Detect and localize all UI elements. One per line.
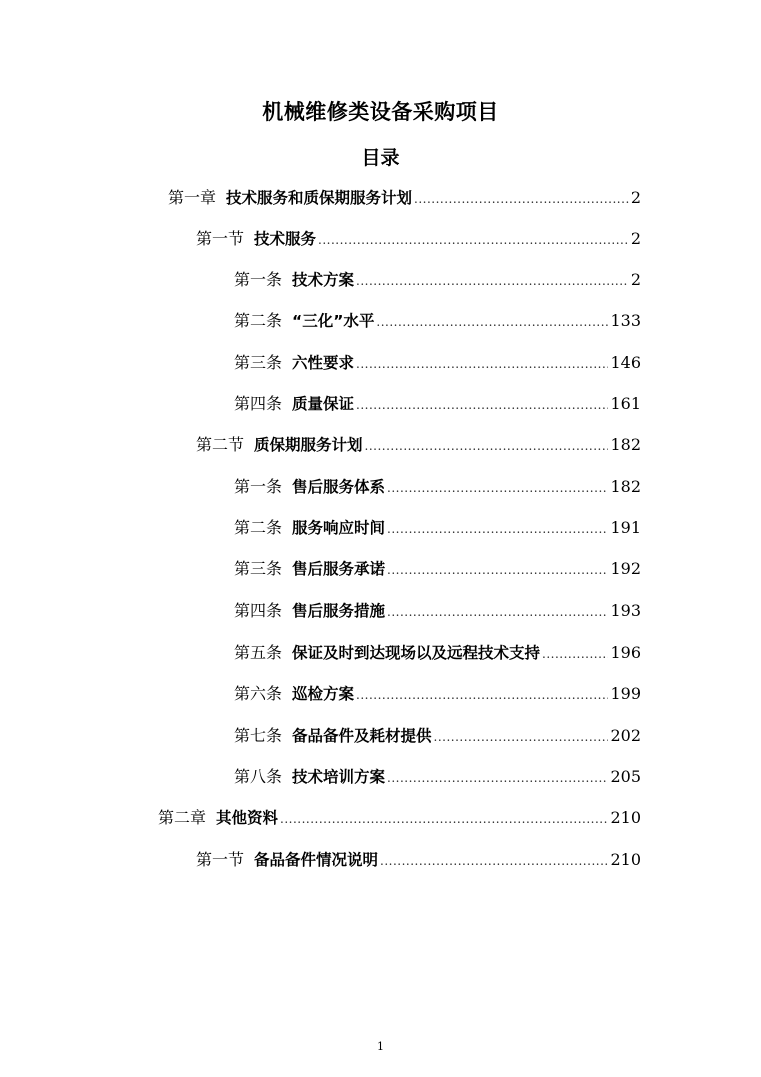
toc-leader-dots [434, 726, 609, 748]
toc-entry-number: 第二条 [234, 311, 283, 330]
toc-entry-article-1-1-2[interactable] [234, 310, 641, 333]
toc-entry-text: 质保期服务计划 [254, 436, 363, 454]
toc-entry-page: 146 [610, 353, 641, 372]
toc-entry-text: 技术服务 [254, 230, 317, 248]
toc-entry-section-1-2[interactable] [196, 434, 641, 457]
page-number: 1 [377, 1040, 384, 1053]
toc-entry-number: 第八条 [234, 767, 283, 786]
toc-entry-number: 第一章 [168, 188, 217, 207]
toc-leader-dots [280, 808, 608, 830]
toc-entry-text: 备品备件情况说明 [254, 851, 379, 869]
toc-entry-article-1-2-2[interactable] [234, 517, 641, 540]
toc-entry-page: 2 [630, 270, 641, 289]
toc-entry-chapter-1[interactable] [168, 187, 641, 210]
toc-entry-section-1-1[interactable] [196, 228, 641, 251]
toc-leader-dots [356, 270, 629, 292]
toc-entry-number: 第一条 [234, 477, 283, 496]
toc-entry-article-1-2-3[interactable] [234, 558, 641, 581]
toc-entry-article-1-2-4[interactable] [234, 600, 641, 623]
toc-entry-text: 技术服务和质保期服务计划 [226, 189, 413, 207]
toc-entry-number: 第一节 [196, 229, 245, 248]
toc-entry-page: 2 [630, 188, 641, 207]
toc-leader-dots [318, 229, 629, 251]
toc-leader-dots [380, 850, 608, 872]
toc-entry-text: 质量保证 [292, 395, 355, 413]
toc-leader-dots [387, 559, 608, 581]
toc-entry-page: 196 [610, 643, 641, 662]
toc-entry-section-2-1[interactable] [196, 849, 641, 872]
toc-entry-article-1-1-4[interactable] [234, 393, 641, 416]
toc-entry-text: 六性要求 [292, 354, 355, 372]
toc-leader-dots [387, 477, 608, 499]
toc-entry-text: 售后服务承诺 [292, 560, 386, 578]
toc-entry-page: 199 [610, 684, 641, 703]
toc-entry-number: 第四条 [234, 601, 283, 620]
toc-entry-chapter-2[interactable] [158, 807, 641, 830]
toc-entry-page: 210 [610, 850, 641, 869]
toc-entry-text: 技术培训方案 [292, 768, 386, 786]
toc-entry-text: 保证及时到达现场以及远程技术支持 [292, 644, 541, 662]
toc-entry-text: 技术方案 [292, 271, 355, 289]
toc-entry-text: 服务响应时间 [292, 519, 386, 537]
toc-leader-dots [376, 311, 608, 333]
toc-leader-dots [365, 435, 609, 457]
toc-entry-number: 第七条 [234, 726, 283, 745]
toc-leader-dots [356, 684, 608, 706]
toc-leader-dots [387, 767, 608, 789]
toc-entry-text: 备品备件及耗材提供 [292, 727, 432, 745]
toc-entry-page: 133 [610, 311, 641, 330]
toc-entry-number: 第六条 [234, 684, 283, 703]
toc-entry-article-1-2-5[interactable] [234, 642, 641, 665]
toc-entry-number: 第一节 [196, 850, 245, 869]
toc-entry-number: 第三条 [234, 353, 283, 372]
toc-entry-article-1-1-1[interactable] [234, 269, 641, 292]
toc-entry-article-1-1-3[interactable] [234, 352, 641, 375]
toc-entry-number: 第二条 [234, 518, 283, 537]
toc-entry-text: 售后服务措施 [292, 602, 386, 620]
toc-entry-page: 210 [610, 808, 641, 827]
toc-entry-page: 192 [610, 559, 641, 578]
toc-entry-text: 其他资料 [216, 809, 279, 827]
toc-leader-dots [387, 601, 608, 623]
toc-leader-dots [542, 643, 608, 665]
toc-entry-number: 第五条 [234, 643, 283, 662]
toc-entry-article-1-2-1[interactable] [234, 476, 641, 499]
toc-entry-page: 205 [610, 767, 641, 786]
toc-leader-dots [356, 353, 608, 375]
toc-entry-page: 202 [610, 726, 641, 745]
document-title: 机械维修类设备采购项目 [262, 100, 499, 124]
toc-entry-text: 巡检方案 [292, 685, 355, 703]
toc-entry-article-1-2-8[interactable] [234, 766, 641, 789]
toc-entry-number: 第四条 [234, 394, 283, 413]
toc-entry-page: 193 [610, 601, 641, 620]
toc-entry-number: 第二节 [196, 435, 245, 454]
toc-entry-number: 第三条 [234, 559, 283, 578]
toc-leader-dots [387, 518, 608, 540]
toc-entry-page: 161 [610, 394, 641, 413]
toc-entry-number: 第一条 [234, 270, 283, 289]
toc-entry-page: 182 [610, 477, 641, 496]
toc-entry-page: 2 [630, 229, 641, 248]
toc-entry-text: 售后服务体系 [292, 478, 386, 496]
toc-entry-text: “三化”水平 [292, 312, 375, 330]
toc-leader-dots [356, 394, 608, 416]
toc-entry-page: 182 [610, 435, 641, 454]
toc-entry-article-1-2-7[interactable] [234, 725, 641, 748]
toc-heading: 目录 [361, 147, 400, 169]
toc-entry-article-1-2-6[interactable] [234, 683, 641, 706]
toc-entry-number: 第二章 [158, 808, 207, 827]
toc-leader-dots [414, 188, 629, 210]
toc-entry-page: 191 [610, 518, 641, 537]
